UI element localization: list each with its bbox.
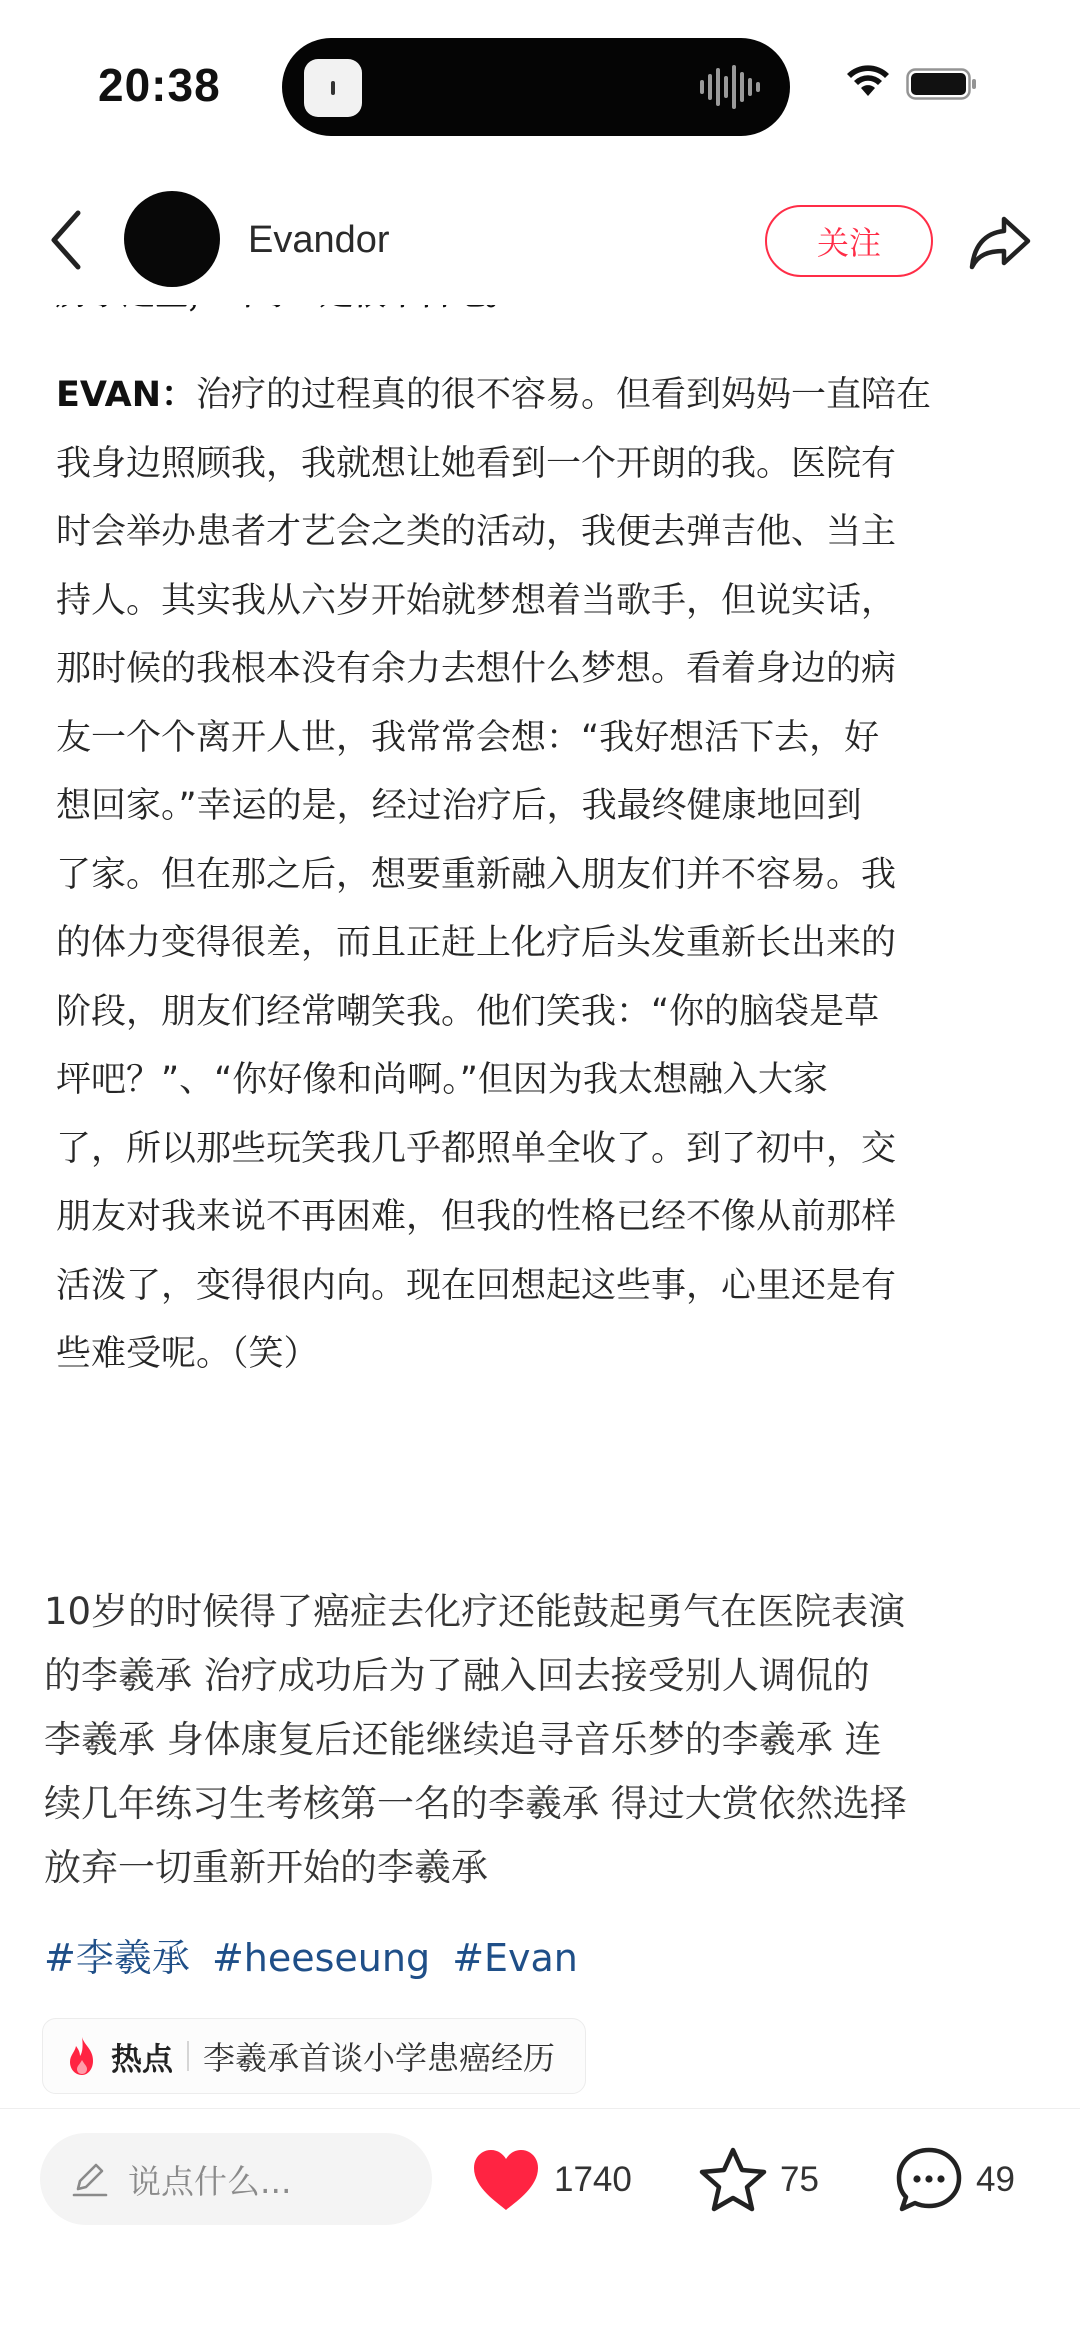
comment-placeholder: 说点什么... [128, 2161, 292, 2201]
wifi-icon [845, 64, 891, 98]
comment-icon [894, 2145, 964, 2215]
favorite-count: 75 [780, 2160, 819, 2199]
follow-button[interactable]: 关注 [765, 205, 933, 277]
image-line: 了家。但在那之后，想要重新融入朋友们并不容易。我 [56, 854, 897, 895]
hashtag[interactable]: #heeseung [211, 1936, 431, 1980]
image-line: 持人。其实我从六岁开始就梦想着当歌手，但说实话， [56, 580, 897, 621]
image-line: 时会举办患者才艺会之类的活动，我便去弹吉他、当主 [56, 512, 897, 552]
like-button[interactable] [470, 2140, 632, 2220]
fire-icon [65, 2035, 99, 2077]
caption-line: 放弃一切重新开始的李羲承 [44, 1846, 488, 1889]
image-line: 坪吧？”、“你好像和尚啊。”但因为我太想融入大家 [56, 1060, 828, 1100]
speaker-label: EVAN： [56, 375, 197, 415]
image-line: 活泼了，变得很内向。现在回想起这些事，心里还是有 [56, 1265, 897, 1306]
comment-input[interactable] [40, 2133, 432, 2225]
hot-topic-chip[interactable] [42, 2018, 586, 2094]
app-icon [304, 59, 362, 117]
author-name[interactable]: Evandor [248, 219, 390, 261]
image-line: 的体力变得很差，而且正赶上化疗后头发重新长出来的 [56, 923, 897, 963]
image-line: 些难受呢。（笑） [56, 1334, 319, 1374]
image-line: 我身边照顾我，我就想让她看到一个开朗的我。医院有 [56, 443, 897, 484]
post-header [0, 175, 1080, 305]
like-count: 1740 [554, 2160, 632, 2199]
back-icon[interactable] [46, 207, 86, 273]
status-time: 20:38 [98, 59, 221, 111]
star-icon [698, 2146, 768, 2214]
image-line: 了，所以那些玩笑我几乎都照单全收了。到了初中，交 [56, 1128, 897, 1169]
image-line: 那时候的我根本没有余力去想什么梦想。看着身边的病 [56, 649, 897, 689]
heart-icon [470, 2148, 542, 2212]
dynamic-island [282, 38, 790, 136]
share-icon[interactable] [968, 213, 1032, 271]
image-line: 朋友对我来说不再困难，但我的性格已经不像从前那样 [56, 1197, 897, 1237]
hashtags [44, 1927, 588, 1982]
pencil-icon [70, 2159, 110, 2199]
post-image[interactable] [0, 305, 1080, 1415]
favorite-button[interactable] [698, 2140, 819, 2220]
comment-count: 49 [976, 2160, 1015, 2199]
image-line: 阶段，朋友们经常嘲笑我。他们笑我：“你的脑袋是草 [56, 991, 880, 1032]
caption-line: 续几年练习生考核第一名的李羲承 得过大赏依然选择 [44, 1782, 907, 1825]
image-line: 友一个个离开人世，我常常会想：“我好想活下去，好 [56, 717, 880, 758]
hot-label: 热点 [111, 2041, 173, 2078]
status-bar [0, 0, 1080, 175]
audio-wave-icon [698, 63, 762, 111]
hot-topic-text: 李羲承首谈小学患癌经历 [203, 2039, 556, 2077]
caption-line: 李羲承 身体康复后还能继续追寻音乐梦的李羲承 连 [44, 1718, 882, 1761]
hashtag[interactable]: #李羲承 [44, 1936, 190, 1980]
image-text [56, 361, 1026, 1389]
divider [0, 2108, 1080, 2109]
hashtag[interactable]: #Evan [452, 1936, 578, 1980]
caption-line: 10岁的时候得了癌症去化疗还能鼓起勇气在医院表演 [44, 1590, 906, 1633]
divider [187, 2041, 189, 2071]
avatar[interactable] [124, 191, 220, 287]
caption-line: 的李羲承 治疗成功后为了融入回去接受别人调侃的 [44, 1654, 870, 1697]
post-caption [44, 1580, 1044, 1900]
comments-button[interactable] [894, 2140, 1015, 2220]
battery-icon [906, 68, 978, 100]
image-line: 想回家。”幸运的是，经过治疗后，我最终健康地回到 [56, 786, 862, 826]
image-line: EVAN：治疗的过程真的很不容易。但看到妈妈一直陪在 [56, 375, 932, 415]
